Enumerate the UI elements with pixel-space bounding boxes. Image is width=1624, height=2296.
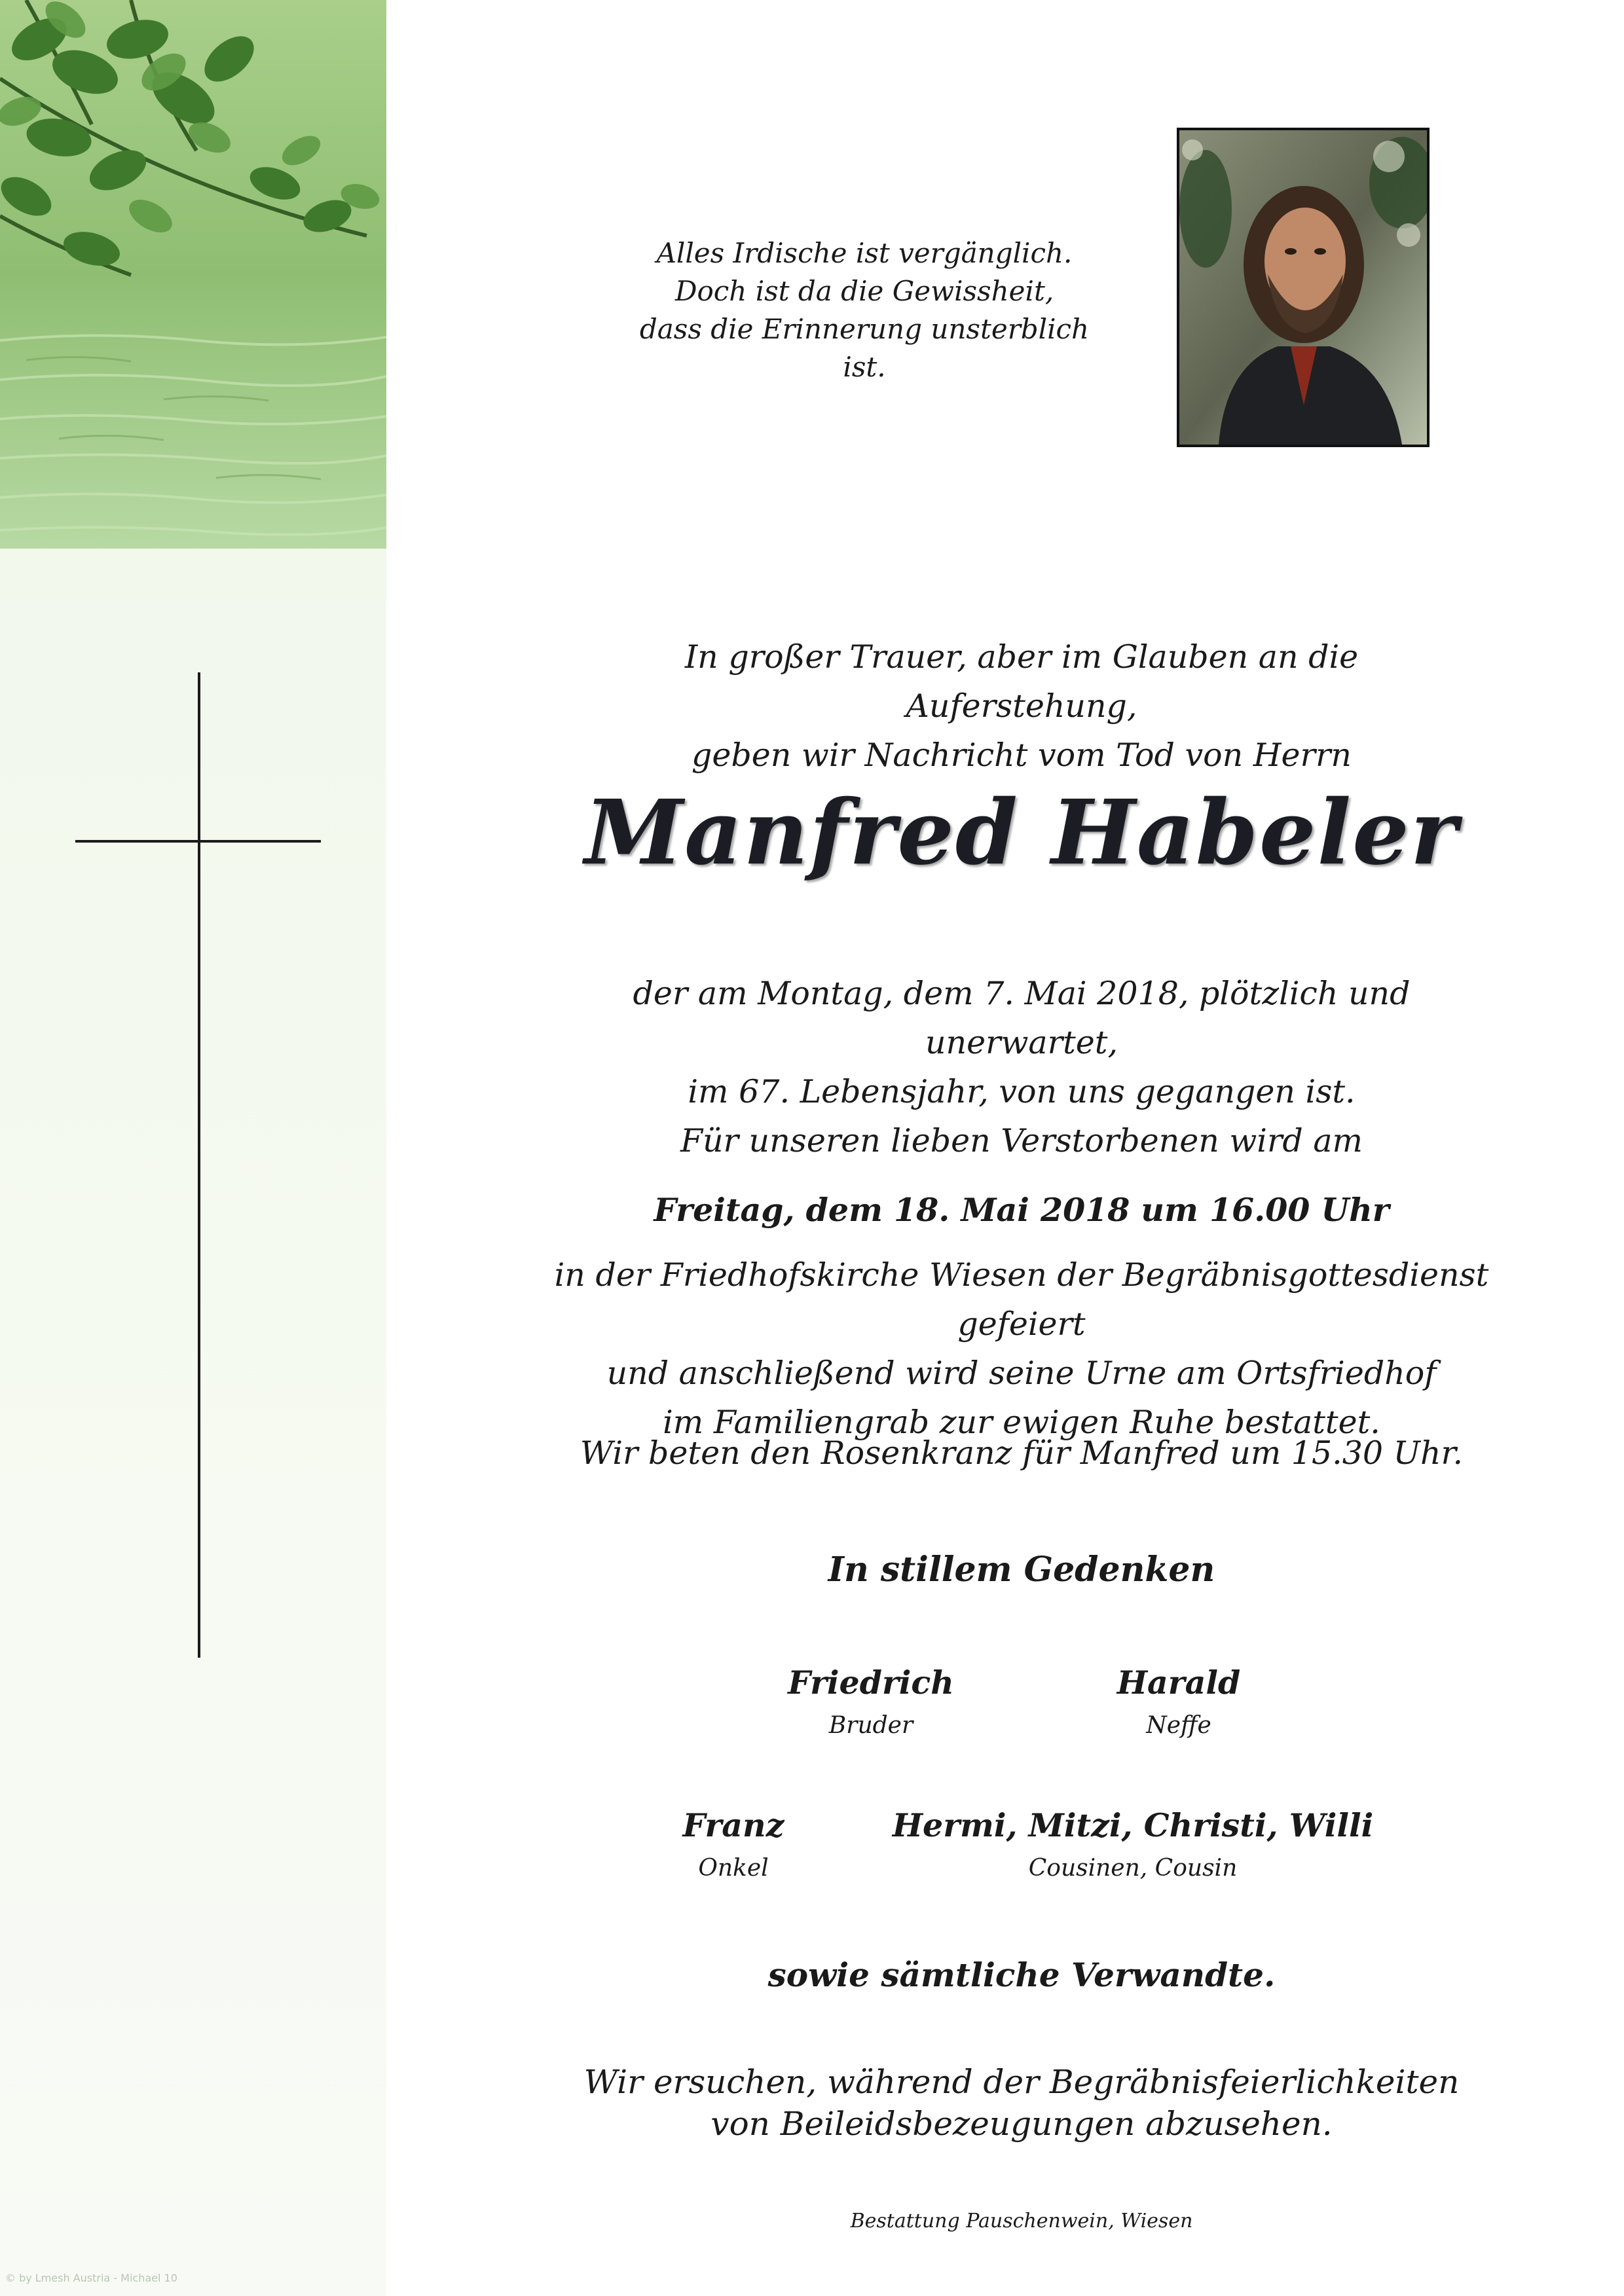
mourner-name: Franz: [682, 1806, 784, 1844]
cross-vertical-bar: [198, 672, 200, 1658]
decorative-side-strip: [0, 0, 386, 2296]
service-detail-line: und anschließend wird seine Urne am Ortsfriedhof: [606, 1355, 1437, 1392]
memorial-quote: [622, 234, 1107, 386]
mourner-relation: Cousinen, Cousin: [1028, 1855, 1238, 1882]
mourner-entry: [884, 1806, 1382, 1884]
mourner-entry: [1048, 1663, 1310, 1741]
service-detail-line: im Familiengrab zur ewigen Ruhe bestattet.: [663, 1404, 1380, 1441]
mourner-entry: [602, 1806, 864, 1884]
leaves-over-water-image: [0, 0, 386, 549]
mourner-relation: Onkel: [698, 1855, 769, 1882]
service-intro: Für unseren lieben Verstorbenen wird am: [680, 1122, 1363, 1159]
request-line: Wir ersuchen, während der Begräbnisfeierlichkeiten: [583, 2063, 1460, 2101]
undertaker-name: Bestattung Pauschenwein, Wiesen: [850, 2210, 1193, 2232]
death-info-line: im 67. Lebensjahr, von uns gegangen ist.: [688, 1073, 1356, 1110]
mourner-name: Hermi, Mitzi, Christi, Willi: [892, 1806, 1374, 1844]
announcement-intro: [576, 632, 1467, 780]
mourner-entry: [740, 1663, 1002, 1741]
quote-line: Alles Irdische ist vergänglich.: [656, 237, 1073, 269]
intro-line: In großer Trauer, aber im Glauben an die Auferstehung,: [684, 638, 1359, 725]
cross-horizontal-bar: [75, 840, 321, 843]
image-credit: © by Lmesh Austria - Michael 10: [5, 2272, 177, 2284]
quote-line: dass die Erinnerung unsterblich ist.: [639, 313, 1090, 383]
mourner-relation: Bruder: [828, 1712, 913, 1739]
portrait-photo: [1177, 128, 1430, 447]
mourner-name: Friedrich: [788, 1664, 954, 1702]
service-detail-line: in der Friedhofskirche Wiesen der Begräbnisgottesdienst gefeiert: [554, 1256, 1489, 1343]
memory-heading: In stillem Gedenken: [828, 1550, 1215, 1590]
rosary-notice: Wir beten den Rosenkranz für Manfred um 15.30 Uhr.: [580, 1434, 1464, 1472]
request-line: von Beileidsbezeugungen abzusehen.: [710, 2105, 1333, 2143]
service-date: Freitag, dem 18. Mai 2018 um 16.00 Uhr: [654, 1191, 1390, 1229]
intro-line: geben wir Nachricht vom Tod von Herrn: [692, 737, 1352, 774]
mourner-relation: Neffe: [1146, 1712, 1211, 1739]
deceased-name: Manfred Habeler: [584, 780, 1459, 885]
service-details: [537, 1250, 1506, 1447]
other-relatives: sowie sämtliche Verwandte.: [767, 1956, 1276, 1994]
condolence-request: [576, 2061, 1467, 2145]
quote-line: Doch ist da die Gewissheit,: [674, 275, 1054, 307]
death-information: [537, 969, 1506, 1116]
mourner-name: Harald: [1116, 1664, 1241, 1702]
death-info-line: der am Montag, dem 7. Mai 2018, plötzlich und unerwartet,: [633, 975, 1411, 1061]
